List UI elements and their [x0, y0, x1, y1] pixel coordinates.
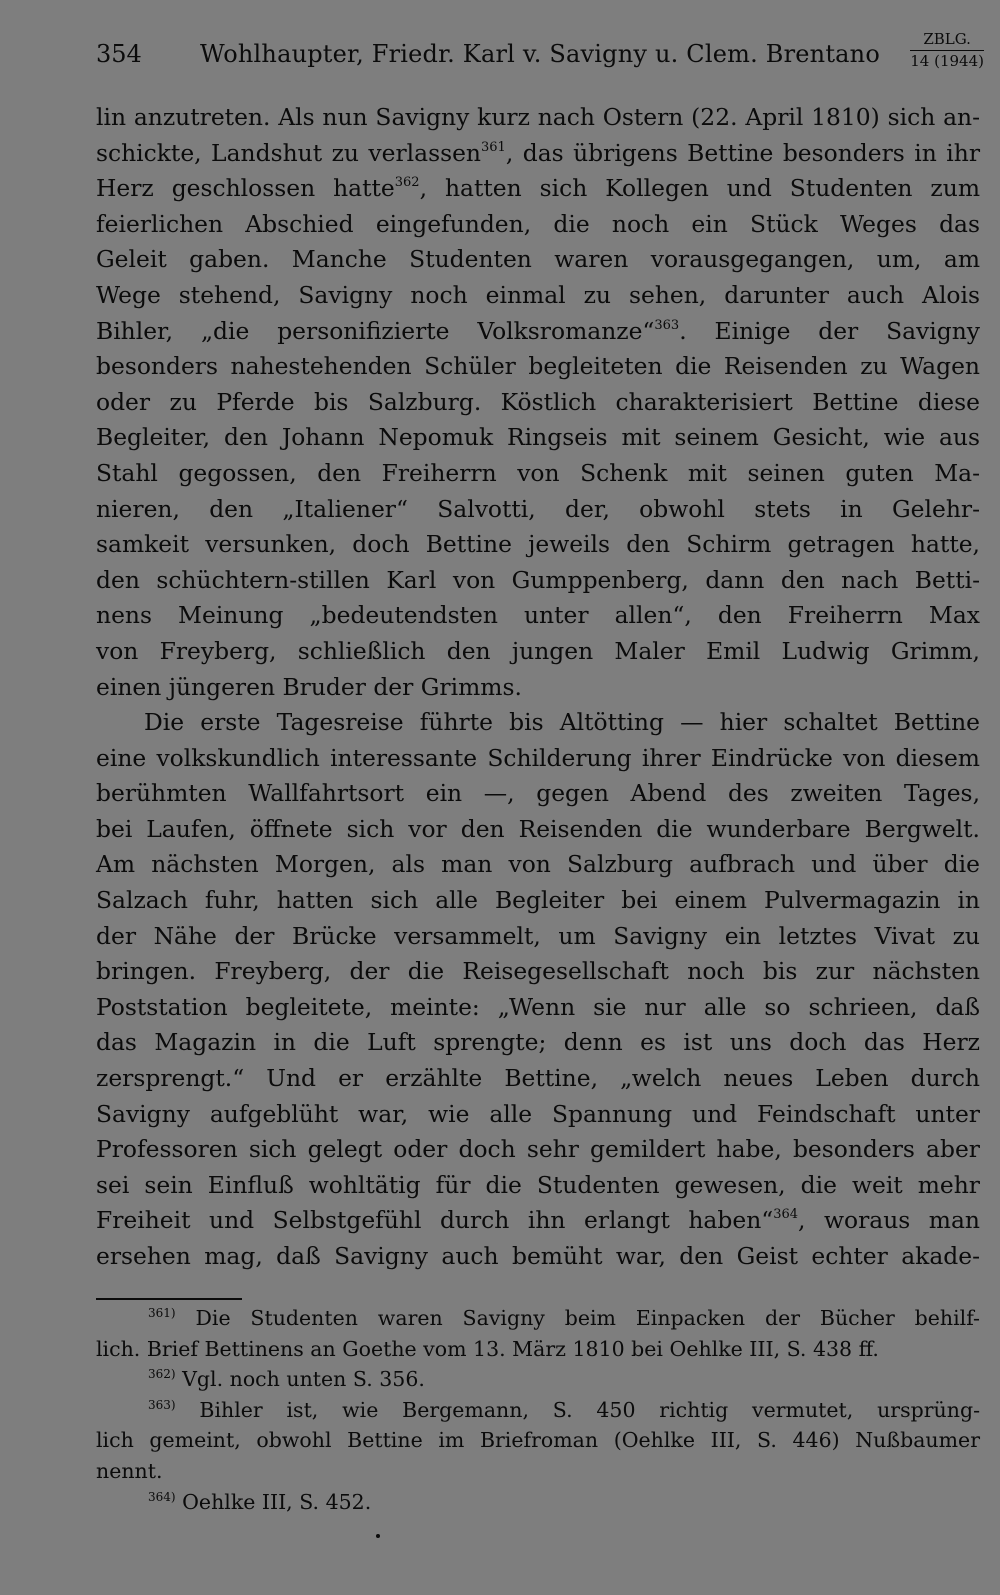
footnote-separator	[96, 1298, 242, 1300]
text-line: besonders nahestehenden Schüler begleiteten die Reisenden zu Wagen	[96, 352, 980, 381]
text-line: Bihler, „die personifizierte Volksromanze“$^{363}$. Einige der Savigny	[96, 316, 980, 345]
paragraph-start-line: Die erste Tagesreise führte bis Altötting — hier schaltet Bettine	[144, 708, 980, 737]
footnote-362: $^{362)}$ Vgl. noch unten S. 356.	[148, 1367, 425, 1392]
text-line: nieren, den „Italiener“ Salvotti, der, obwohl stets in Gelehr-	[96, 494, 980, 523]
text-line: Professoren sich gelegt oder doch sehr gemildert habe, besonders aber	[96, 1135, 980, 1164]
text-line: Herz geschlossen hatte$^{362}$, hatten sich Kollegen und Studenten zum	[96, 174, 980, 203]
text-line: sei sein Einfluß wohltätig für die Studenten gewesen, die weit mehr	[96, 1170, 980, 1199]
page-header	[96, 30, 984, 78]
text-line: bei Laufen, öffnete sich vor den Reisenden die wunderbare Bergwelt.	[96, 814, 980, 843]
footnote-ref-364[interactable]: 364	[773, 1207, 799, 1223]
text-line: Salzach fuhr, hatten sich alle Begleiter bei einem Pulvermagazin in	[96, 886, 980, 915]
text-line: bringen. Freyberg, der die Reisegesellschaft noch bis zur nächsten	[96, 957, 980, 986]
text-line: Freiheit und Selbstgefühl durch ihn erlangt haben“$^{364}$, woraus man	[96, 1206, 980, 1235]
text-line: Am nächsten Morgen, als man von Salzburg aufbrach und über die	[96, 850, 980, 879]
journal-reference	[910, 32, 984, 69]
text-line: schickte, Landshut zu verlassen$^{361}$, das übrigens Bettine besonders in ihr	[96, 138, 980, 167]
running-title: Wohlhaupter, Friedr. Karl v. Savigny u. Clem. Brentano	[200, 40, 880, 68]
text-line: oder zu Pferde bis Salzburg. Köstlich charakterisiert Bettine diese	[96, 387, 980, 416]
footnote-ref-362[interactable]: 362	[394, 175, 420, 191]
text-line: samkeit versunken, doch Bettine jeweils den Schirm getragen hatte,	[96, 530, 980, 559]
text-line: der Nähe der Brücke versammelt, um Savigny ein letztes Vivat zu	[96, 921, 980, 950]
footnote-number: 361)	[148, 1306, 176, 1320]
text-line: Begleiter, den Johann Nepomuk Ringseis mit seinem Gesicht, wie aus	[96, 423, 980, 452]
text-line: Savigny aufgeblüht war, wie alle Spannung und Feindschaft unter	[96, 1099, 980, 1128]
footnote-361: $^{361)}$ Die Studenten waren Savigny beim Einpacken der Bücher behilf-	[148, 1306, 980, 1330]
footnote-361-continued: lich. Brief Bettinens an Goethe vom 13. März 1810 bei Oehlke III, S. 438 ff.	[96, 1336, 879, 1361]
footnote-number: 364)	[148, 1489, 176, 1504]
footnote-363: $^{363)}$ Bihler ist, wie Bergemann, S. 450 richtig vermutet, ursprüng-	[148, 1397, 980, 1422]
text-line: Poststation begleitete, meinte: „Wenn sie nur alle so schrieen, daß	[96, 992, 980, 1021]
footnote-364: $^{364)}$ Oehlke III, S. 452.	[148, 1489, 372, 1514]
text-line: Stahl gegossen, den Freiherrn von Schenk mit seinen guten Ma-	[96, 458, 980, 487]
text-line: berühmten Wallfahrtsort ein —, gegen Abend des zweiten Tages,	[96, 779, 980, 808]
body-text	[96, 100, 980, 1275]
text-line: Wege stehend, Savigny noch einmal zu sehen, darunter auch Alois	[96, 280, 980, 309]
page-number: 354	[96, 40, 142, 68]
footnotes	[96, 1303, 980, 1517]
text-line: Geleit gaben. Manche Studenten waren vorausgegangen, um, am	[96, 245, 980, 274]
text-line: von Freyberg, schließlich den jungen Maler Emil Ludwig Grimm,	[96, 636, 980, 665]
journal-volume: 14 (1944)	[910, 52, 984, 70]
footnote-number: 362)	[148, 1367, 176, 1382]
text-line: feierlichen Abschied eingefunden, die noch ein Stück Weges das	[96, 209, 980, 238]
footnote-363-end: nennt.	[96, 1458, 163, 1483]
text-line: nens Meinung „bedeutendsten unter allen“, den Freiherrn Max	[96, 601, 980, 630]
footnote-363-continued: lich gemeint, obwohl Bettine im Briefroman (Oehlke III, S. 446) Nußbaumer	[96, 1428, 980, 1453]
text-line: zersprengt.“ Und er erzählte Bettine, „welch neues Leben durch	[96, 1064, 980, 1093]
text-line: lin anzutreten. Als nun Savigny kurz nach Ostern (22. April 1810) sich an-	[96, 103, 980, 131]
footnote-ref-361[interactable]: 361	[481, 139, 506, 155]
text-line: eine volkskundlich interessante Schilderung ihrer Eindrücke von diesem	[96, 743, 980, 772]
text-line: das Magazin in die Luft sprengte; denn es ist uns doch das Herz	[96, 1028, 980, 1057]
text-line: den schüchtern-stillen Karl von Gumppenberg, dann den nach Betti-	[96, 565, 980, 594]
paragraph-end-line: einen jüngeren Bruder der Grimms.	[96, 672, 522, 701]
footnote-number: 363)	[148, 1397, 176, 1412]
print-speck	[376, 1534, 380, 1538]
journal-abbreviation: ZBLG.	[910, 32, 984, 51]
footnote-ref-363[interactable]: 363	[654, 317, 680, 333]
text-line: ersehen mag, daß Savigny auch bemüht war, den Geist echter akade-	[96, 1242, 980, 1270]
